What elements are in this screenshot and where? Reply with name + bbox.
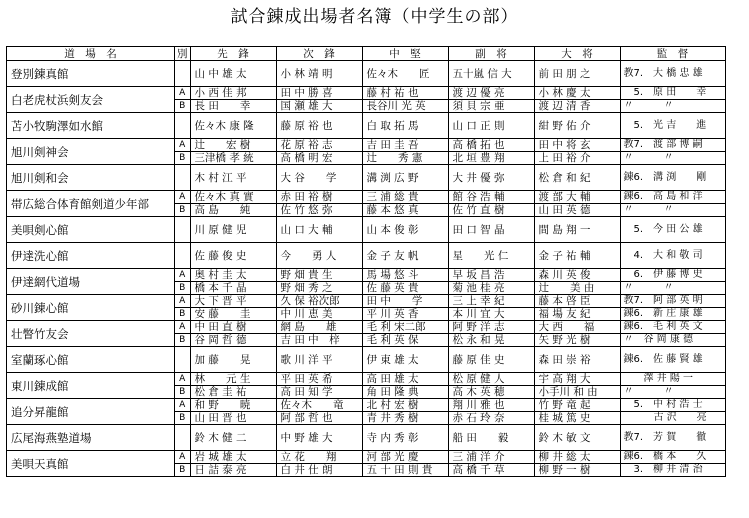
team-row [7,321,726,334]
coach-cell: 5. 中 村 浩 士 [620,399,725,412]
chuken-cell: 佐々木 匠 [362,61,448,87]
team-row [7,87,726,100]
chuken-cell: 佐 藤 英 貴 [362,282,448,295]
page-title: 試合錬成出場者名簿（中学生の部） [230,7,519,27]
jiho-cell: 中 野 雄 大 [276,425,362,451]
senpo-cell: 山 中 雄 太 [190,61,276,87]
dojo-name: 美唄剣心館 [7,217,175,243]
senpo-cell: 佐々木 真 實 [190,191,276,204]
coach-cell: 古 沢 亮 [620,412,725,425]
team-row [7,217,726,243]
division-cell [175,347,191,373]
chuken-cell: 吉 田 圭 吾 [362,139,448,152]
dojo-name: 白老虎杖浜剣友会 [7,87,175,113]
division-cell: B [175,464,191,477]
header-division: 別 [175,47,191,61]
taisho-cell: 宇 高 翔 大 [534,373,620,386]
jiho-cell: 佐 竹 悠 弥 [276,204,362,217]
coach-cell: 〃 谷 岡 康 德 [620,334,725,347]
jiho-cell: 高 田 知 学 [276,386,362,399]
coach-cell: 5. 今 田 公 雄 [620,217,725,243]
senpo-cell: 日 詰 泰 亮 [190,464,276,477]
jiho-cell: 阿 部 哲 也 [276,412,362,425]
chuken-cell: 青 井 秀 樹 [362,412,448,425]
jiho-cell: 歌 川 洋 平 [276,347,362,373]
jiho-cell: 田 中 勝 喜 [276,87,362,100]
chuken-cell: 寺 内 秀 彰 [362,425,448,451]
senpo-cell: 辻 宏 樹 [190,139,276,152]
fukusho-cell: 北 垣 豊 翔 [448,152,534,165]
division-cell [175,217,191,243]
fukusho-cell: 船 田 毅 [448,425,534,451]
fukusho-cell: 本 川 宜 大 [448,308,534,321]
senpo-cell: 長 田 幸 [190,100,276,113]
team-row [7,399,726,412]
jiho-cell: 国 瀬 雄 大 [276,100,362,113]
division-cell [175,425,191,451]
senpo-cell: 高 島 純 [190,204,276,217]
jiho-cell: 吉 田 中 梓 [276,334,362,347]
jiho-cell: 平 田 英 希 [276,373,362,386]
jiho-cell: 久 保 裕次郎 [276,295,362,308]
fukusho-cell: 高 橋 拓 也 [448,139,534,152]
dojo-name: 旭川剣神会 [7,139,175,165]
division-cell: B [175,152,191,165]
fukusho-cell: 翔 川 雅 也 [448,399,534,412]
coach-cell: 教7. 大 橋 忠 雄 [620,61,725,87]
division-cell [175,165,191,191]
chuken-cell: 三 浦 総 貴 [362,191,448,204]
chuken-cell: 馬 場 悠 斗 [362,269,448,282]
senpo-cell: 佐 藤 俊 史 [190,243,276,269]
chuken-cell: 辻 秀 憲 [362,152,448,165]
coach-cell: 錬6. 高 島 和 洋 [620,191,725,204]
fukusho-cell: 星 光 仁 [448,243,534,269]
chuken-cell: 北 村 宏 樹 [362,399,448,412]
coach-cell: 錬6. 新 庄 康 雄 [620,308,725,321]
fukusho-cell: 須 貝 宗 亜 [448,100,534,113]
taisho-cell: 柳 井 総 太 [534,451,620,464]
dojo-name: 苫小牧駒澤如水館 [7,113,175,139]
senpo-cell: 林 元 生 [190,373,276,386]
fukusho-cell: 赤 石 玲 奈 [448,412,534,425]
senpo-cell: 和 野 暁 [190,399,276,412]
fukusho-cell: 菊 池 桂 亮 [448,282,534,295]
taisho-cell: 上 田 裕 介 [534,152,620,165]
team-row [7,451,726,464]
dojo-name: 伊達網代道場 [7,269,175,295]
chuken-cell: 河 部 光 慶 [362,451,448,464]
coach-cell: 澤 井 陽 一 [620,373,725,386]
team-row [7,347,726,373]
header-row [7,47,726,61]
jiho-cell: 高 橋 明 宏 [276,152,362,165]
jiho-cell: 赤 田 裕 樹 [276,191,362,204]
header-dojo: 道 場 名 [7,47,175,61]
coach-cell: 錬6. 橋 本 久 [620,451,725,464]
chuken-cell: 平 川 英 香 [362,308,448,321]
dojo-name: 壮瞥竹友会 [7,321,175,347]
taisho-cell: 竹 野 竜 起 [534,399,620,412]
taisho-cell: 藤 本 啓 臣 [534,295,620,308]
taisho-cell: 小 林 慶 太 [534,87,620,100]
taisho-cell: 大 西 福 [534,321,620,334]
division-cell: B [175,204,191,217]
coach-cell: 錬6. 佐 藤 賢 雄 [620,347,725,373]
fukusho-cell: 佐 竹 直 樹 [448,204,534,217]
coach-cell: 5. 光 吉 進 [620,113,725,139]
chuken-cell: 伊 東 雄 太 [362,347,448,373]
jiho-cell: 白 井 仕 朗 [276,464,362,477]
team-row [7,425,726,451]
chuken-cell: 角 田 隆 典 [362,386,448,399]
team-row [7,113,726,139]
dojo-name: 東川錬成館 [7,373,175,399]
header-jiho: 次 鋒 [276,47,362,61]
fukusho-cell: 松 永 和 晃 [448,334,534,347]
chuken-cell: 藤 村 祐 也 [362,87,448,100]
dojo-name: 旭川剣和会 [7,165,175,191]
fukusho-cell: 五十嵐 信 大 [448,61,534,87]
taisho-cell: 森 川 英 俊 [534,269,620,282]
coach-cell: 〃 〃 [620,100,725,113]
fukusho-cell: 高 橋 千 草 [448,464,534,477]
senpo-cell: 川 原 健 児 [190,217,276,243]
dojo-name: 美唄天真館 [7,451,175,477]
coach-cell: 教7. 渡 部 博 嗣 [620,139,725,152]
coach-cell: 錬6. 溝 渕 剛 [620,165,725,191]
senpo-cell: 橋 本 千 晶 [190,282,276,295]
chuken-cell: 藤 本 悠 真 [362,204,448,217]
jiho-cell: 花 原 裕 志 [276,139,362,152]
division-cell: B [175,100,191,113]
taisho-cell: 辻 美 由 [534,282,620,295]
division-cell: A [175,191,191,204]
division-cell: B [175,282,191,295]
chuken-cell: 高 田 雄 太 [362,373,448,386]
senpo-cell: 谷 岡 哲 德 [190,334,276,347]
coach-cell: 〃 〃 [620,282,725,295]
senpo-cell: 松 倉 圭 祐 [190,386,276,399]
dojo-name: 室蘭琢心館 [7,347,175,373]
chuken-cell: 五 十 田 則 貴 [362,464,448,477]
taisho-cell: 小手川 和 由 [534,386,620,399]
taisho-cell: 間 島 翔 一 [534,217,620,243]
team-row [7,191,726,204]
chuken-cell: 金 子 友 帆 [362,243,448,269]
taisho-cell: 桂 城 篤 史 [534,412,620,425]
senpo-cell: 小 西 佳 邦 [190,87,276,100]
senpo-cell: 木 村 江 平 [190,165,276,191]
fukusho-cell: 渡 辺 優 亮 [448,87,534,100]
taisho-cell: 鈴 木 敏 文 [534,425,620,451]
division-cell [175,61,191,87]
taisho-cell: 松 倉 和 紀 [534,165,620,191]
taisho-cell: 矢 野 光 樹 [534,334,620,347]
senpo-cell: 中 田 直 樹 [190,321,276,334]
chuken-cell: 長谷川 光 英 [362,100,448,113]
dojo-name: 追分昇龍館 [7,399,175,425]
jiho-cell: 藤 原 裕 也 [276,113,362,139]
team-row [7,139,726,152]
fukusho-cell: 館 谷 浩 輔 [448,191,534,204]
senpo-cell: 佐々木 康 隆 [190,113,276,139]
division-cell [175,243,191,269]
dojo-name: 砂川錬心館 [7,295,175,321]
roster-body [7,61,726,477]
coach-cell: 4. 大 和 敬 司 [620,243,725,269]
jiho-cell: 野 畑 貴 生 [276,269,362,282]
division-cell: A [175,295,191,308]
senpo-cell: 安 藤 圭 [190,308,276,321]
chuken-cell: 山 本 俊 彰 [362,217,448,243]
dojo-name: 伊達洗心館 [7,243,175,269]
taisho-cell: 金 子 祐 輔 [534,243,620,269]
senpo-cell: 大 下 晋 平 [190,295,276,308]
chuken-cell: 毛 利 宋二郎 [362,321,448,334]
jiho-cell: 中 川 恵 美 [276,308,362,321]
fukusho-cell: 山 口 正 則 [448,113,534,139]
taisho-cell: 田 中 将 玄 [534,139,620,152]
taisho-cell: 福 場 友 紀 [534,308,620,321]
division-cell: A [175,451,191,464]
fukusho-cell: 三 上 幸 紀 [448,295,534,308]
fukusho-cell: 大 井 優 弥 [448,165,534,191]
coach-cell: 〃 〃 [620,386,725,399]
fukusho-cell: 三 浦 洋 介 [448,451,534,464]
chuken-cell: 白 取 拓 馬 [362,113,448,139]
fukusho-cell: 藤 原 佳 史 [448,347,534,373]
senpo-cell: 鈴 木 健 二 [190,425,276,451]
chuken-cell: 毛 利 英 保 [362,334,448,347]
chuken-cell: 田 中 学 [362,295,448,308]
senpo-cell: 加 藤 晃 [190,347,276,373]
dojo-name: 広尾海燕塾道場 [7,425,175,451]
roster-table [6,46,726,477]
taisho-cell: 紺 野 佑 介 [534,113,620,139]
division-cell [175,113,191,139]
header-taisho: 大 将 [534,47,620,61]
coach-cell: 錬6. 毛 利 英 文 [620,321,725,334]
fukusho-cell: 田 口 智 晶 [448,217,534,243]
taisho-cell: 前 田 朋 之 [534,61,620,87]
team-row [7,243,726,269]
jiho-cell: 立 花 翔 [276,451,362,464]
senpo-cell: 三津橋 孝 統 [190,152,276,165]
header-kantoku: 監 督 [620,47,725,61]
taisho-cell: 山 田 英 德 [534,204,620,217]
header-fukusho: 副 将 [448,47,534,61]
taisho-cell: 柳 野 一 樹 [534,464,620,477]
senpo-cell: 山 田 晋 也 [190,412,276,425]
coach-cell: 〃 〃 [620,204,725,217]
taisho-cell: 渡 辺 清 香 [534,100,620,113]
dojo-name: 帯広総合体育館剣道少年部 [7,191,175,217]
dojo-name: 登別錬真館 [7,61,175,87]
division-cell: A [175,87,191,100]
coach-cell: 5. 原 田 幸 [620,87,725,100]
team-row [7,295,726,308]
header-chuken: 中 堅 [362,47,448,61]
team-row [7,165,726,191]
division-cell: B [175,334,191,347]
division-cell: A [175,139,191,152]
team-row [7,61,726,87]
division-cell: B [175,308,191,321]
taisho-cell: 森 田 崇 裕 [534,347,620,373]
team-row [7,269,726,282]
fukusho-cell: 阿 野 洋 志 [448,321,534,334]
fukusho-cell: 松 原 健 人 [448,373,534,386]
division-cell: A [175,269,191,282]
coach-cell: 教7. 阿 部 英 明 [620,295,725,308]
coach-cell: 6. 伊 藤 博 史 [620,269,725,282]
jiho-cell: 佐々木 竜 [276,399,362,412]
fukusho-cell: 早 坂 昌 浩 [448,269,534,282]
coach-cell: 3. 柳 井 清 治 [620,464,725,477]
jiho-cell: 大 谷 学 [276,165,362,191]
chuken-cell: 溝 渕 広 野 [362,165,448,191]
division-cell: A [175,321,191,334]
jiho-cell: 山 口 大 輔 [276,217,362,243]
division-cell: A [175,399,191,412]
senpo-cell: 奥 村 圭 太 [190,269,276,282]
fukusho-cell: 高 木 英 穂 [448,386,534,399]
division-cell: B [175,412,191,425]
division-cell: B [175,386,191,399]
coach-cell: 〃 〃 [620,152,725,165]
jiho-cell: 網 島 雄 [276,321,362,334]
senpo-cell: 岩 城 雄 太 [190,451,276,464]
jiho-cell: 小 林 靖 明 [276,61,362,87]
coach-cell: 教7. 芳 賀 徹 [620,425,725,451]
taisho-cell: 渡 部 大 輔 [534,191,620,204]
division-cell: A [175,373,191,386]
jiho-cell: 今 勇 人 [276,243,362,269]
team-row [7,373,726,386]
header-senpo: 先 鋒 [190,47,276,61]
jiho-cell: 野 畑 秀 之 [276,282,362,295]
